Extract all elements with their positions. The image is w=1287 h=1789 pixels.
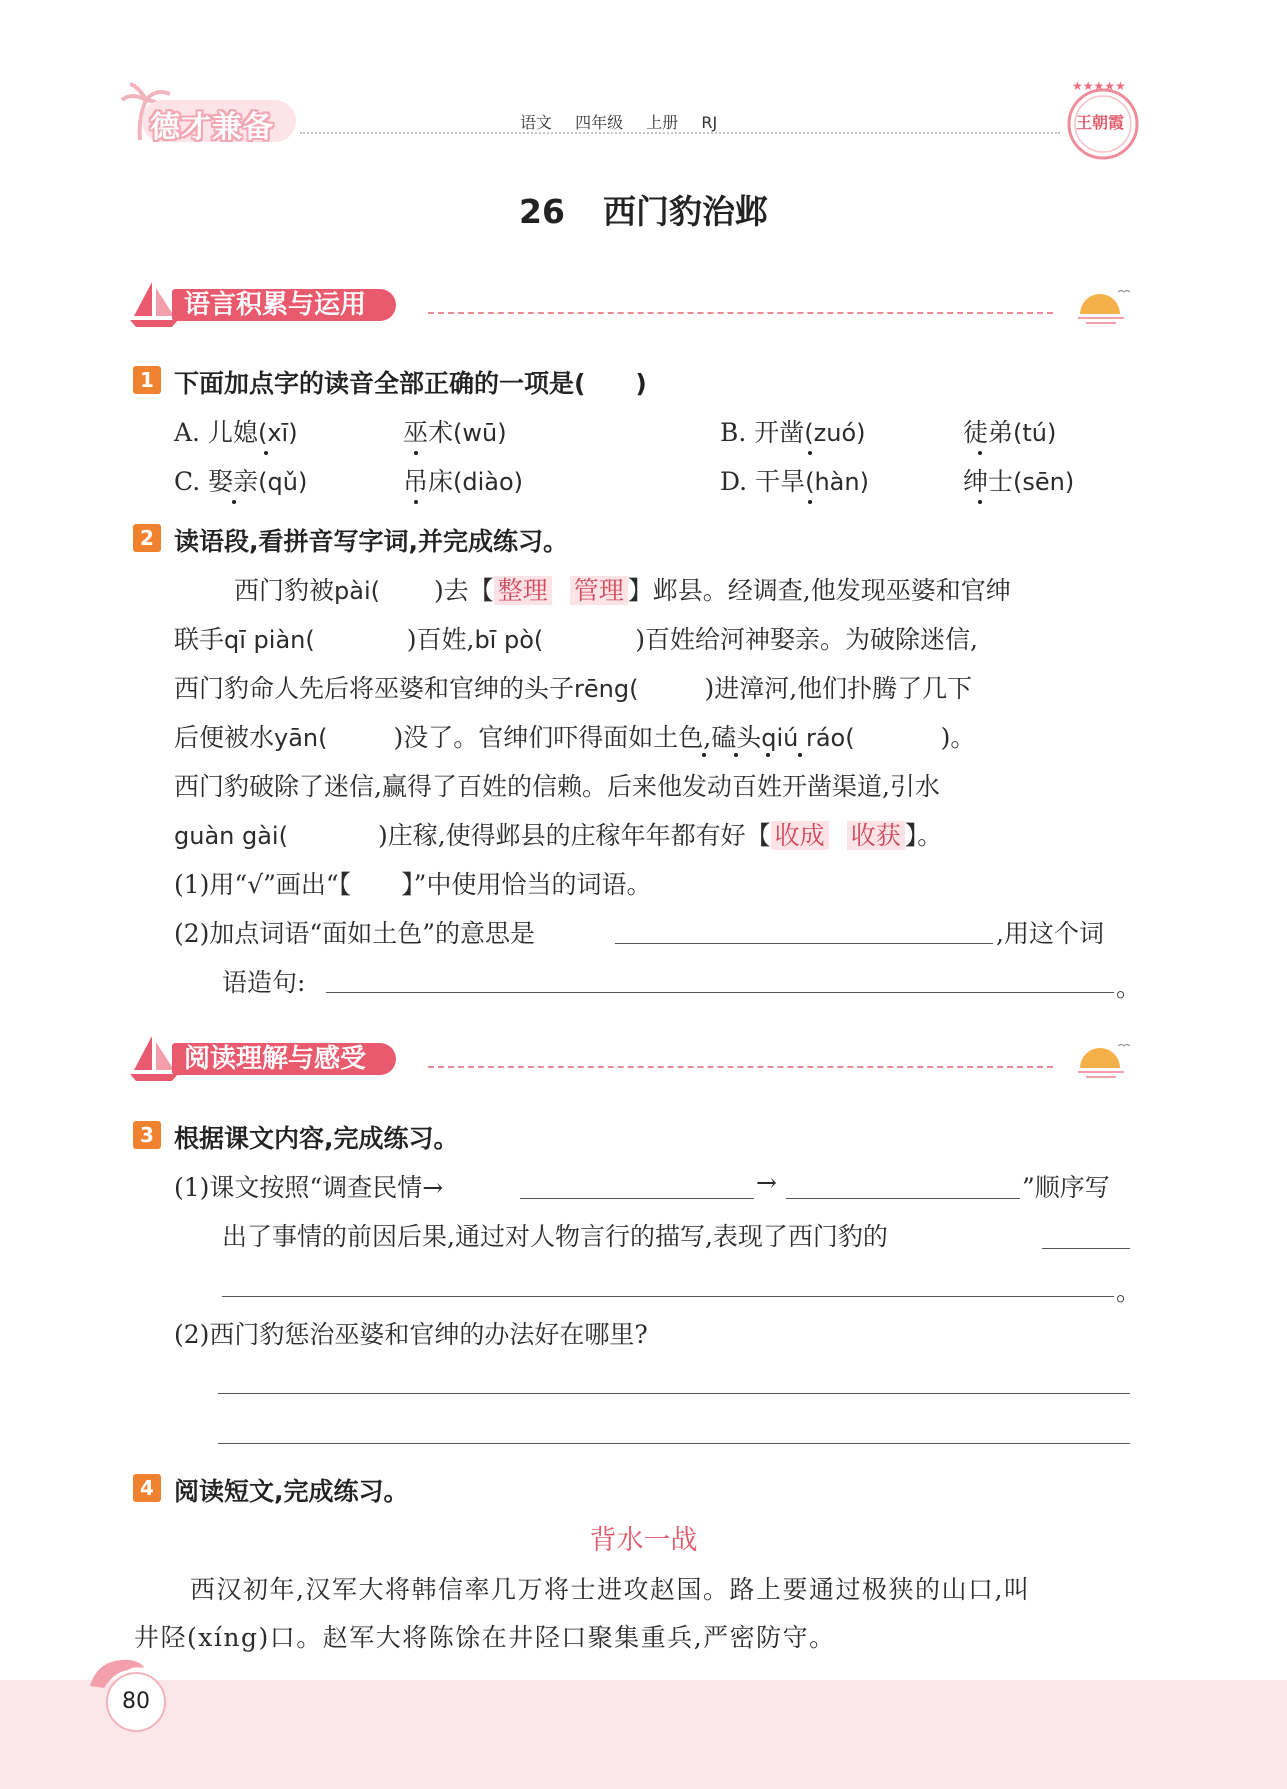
question-2-prompt: 读语段,看拼音写字词,并完成练习。 [174, 527, 568, 556]
emphasis-dot [264, 451, 268, 455]
option-word: 娶亲 [208, 467, 259, 496]
lesson-name: 西门豹治邺 [602, 192, 768, 231]
section-banner-language [130, 286, 1130, 328]
pinyin: rēng( [574, 675, 639, 703]
question-number-1: 1 [133, 366, 161, 394]
text: )进漳河,他们扑腾了几下 [704, 674, 973, 703]
emphasis-dot [978, 451, 982, 455]
text: 后便被水 [174, 723, 275, 752]
option-pinyin: (diào) [453, 468, 524, 496]
option-c-word2 [403, 462, 523, 498]
svg-text:★★★★★: ★★★★★ [1072, 79, 1126, 93]
text: 】。 [904, 821, 943, 850]
option-d [720, 462, 869, 498]
emphasis-dot [414, 451, 418, 455]
section-title-language: 语言积累与运用 [172, 289, 396, 321]
story-paragraph-line-1: 西汉初年,汉军大将韩信率几万将士进攻赵国。路上要通过极狭的山口,叫 [190, 1575, 1031, 1604]
passage-line-5: 西门豹破除了迷信,赢得了百姓的信赖。后来他发动百姓开凿渠道,引水 [174, 772, 940, 801]
text: )没了。官绅们吓得 [393, 723, 604, 752]
passage-line-2 [174, 620, 978, 656]
banner-dash [428, 312, 1053, 314]
grade-label: 四年级 [575, 113, 624, 132]
emphasis-dot [808, 500, 812, 504]
sub-question-3-2: (2)西门豹惩治巫婆和官绅的办法好在哪里? [174, 1320, 648, 1349]
seal-logo [1062, 78, 1144, 162]
period: 。 [1116, 973, 1142, 1002]
sub-question-2-tail: ,用这个词 [996, 919, 1104, 948]
section-title-reading: 阅读理解与感受 [172, 1043, 396, 1075]
text: 联手 [174, 625, 225, 654]
sunset-icon [1074, 286, 1132, 330]
sub-question-2: (2)加点词语“面如土色”的意思是 [174, 919, 535, 948]
subject-label: 语文 [520, 113, 553, 132]
answer-line[interactable] [326, 992, 1114, 993]
question-4-prompt: 阅读短文,完成练习。 [174, 1477, 409, 1506]
option-pinyin: (qǔ) [258, 468, 308, 496]
pinyin: bī pò( [474, 626, 544, 654]
option-word: 绅士 [963, 467, 1014, 496]
header-meta [520, 110, 735, 133]
option-word: 徒弟 [963, 418, 1014, 447]
brand-text: 德才兼备 [150, 110, 274, 145]
pinyin: qī piàn( [224, 626, 315, 654]
question-number-4: 4 [133, 1474, 161, 1502]
page-number: 80 [106, 1672, 166, 1732]
sub-question-2-sentence: 语造句: [222, 968, 306, 997]
text: 】邺县。经调查,他发现巫婆和官绅 [627, 576, 1011, 605]
option-letter: A. [174, 418, 201, 447]
volume-label: 上册 [646, 113, 679, 132]
option-b-word2 [963, 413, 1056, 449]
emphasis-dot [414, 500, 418, 504]
text: 西门豹被 [234, 576, 335, 605]
arrow: → [756, 1168, 777, 1197]
sub-question-3-1: (1)课文按照“调查民情→ [174, 1173, 444, 1202]
option-c [174, 462, 307, 498]
question-number-2: 2 [133, 524, 161, 552]
period: 。 [1116, 1277, 1142, 1306]
sub-question-1: (1)用“√”画出“【 】”中使用恰当的词语。 [174, 870, 652, 899]
option-d-word2 [963, 462, 1074, 498]
option-word: 干旱 [755, 467, 806, 496]
option-pinyin: (sēn) [1013, 468, 1075, 496]
answer-line[interactable] [615, 943, 993, 944]
sub-question-3-1-cont: 出了事情的前因后果,通过对人物言行的描写,表现了西门豹的 [222, 1222, 888, 1251]
text: )去【 [434, 576, 494, 605]
text: )。 [940, 723, 976, 752]
answer-line[interactable] [1042, 1248, 1130, 1249]
story-paragraph-line-2: 井陉(xíng)口。赵军大将陈馀在井陉口聚集重兵,严密防守。 [134, 1623, 836, 1652]
banner-dash [428, 1066, 1053, 1068]
passage-line-1 [234, 571, 1011, 607]
passage-line-6 [174, 816, 942, 852]
option-word: 儿媳 [207, 418, 258, 447]
emphasis-dot [734, 753, 738, 757]
option-pinyin: (zuó) [804, 419, 866, 447]
option-pinyin: (hàn) [805, 468, 869, 496]
emphasis-dot [808, 451, 812, 455]
lesson-title [0, 186, 1287, 233]
text: )庄稼,使得邺县的庄稼年年都有好【 [377, 821, 771, 850]
pinyin: pài( [334, 577, 380, 605]
passage-line-4 [174, 718, 975, 754]
section-banner-reading [130, 1040, 1130, 1082]
passage-line-3 [174, 669, 972, 705]
answer-line[interactable] [520, 1198, 754, 1199]
option-pinyin: (tú) [1013, 419, 1057, 447]
option-word: 开凿 [754, 418, 805, 447]
choice-word[interactable]: 收成 [771, 821, 829, 850]
option-letter: D. [720, 467, 748, 496]
option-b [720, 413, 866, 449]
text: )百姓, [406, 625, 475, 654]
answer-line[interactable] [218, 1393, 1130, 1394]
option-pinyin: (xī) [257, 419, 298, 447]
emphasis-dot [232, 500, 236, 504]
pinyin: guàn gài( [174, 822, 288, 850]
option-a [174, 413, 298, 449]
choice-word[interactable]: 收获 [847, 821, 905, 850]
choice-word[interactable]: 管理 [570, 576, 628, 605]
option-letter: C. [174, 467, 201, 496]
emphasis-dot [702, 753, 706, 757]
emphasis-dot [766, 753, 770, 757]
choice-word[interactable]: 整理 [494, 576, 552, 605]
pinyin: qiú ráo( [761, 724, 855, 752]
seal-text: 王朝霞 [1076, 113, 1125, 132]
answer-line[interactable] [222, 1296, 1114, 1297]
text: )百姓给河神娶亲。为破除迷信, [635, 625, 978, 654]
question-number-3: 3 [133, 1121, 161, 1149]
answer-line[interactable] [218, 1443, 1130, 1444]
lesson-number: 26 [519, 192, 565, 231]
sub-question-3-1-tail: ”顺序写 [1022, 1173, 1110, 1202]
answer-line[interactable] [786, 1198, 1020, 1199]
pinyin: yān( [274, 724, 328, 752]
edition-label: RJ [701, 113, 718, 132]
dotted-phrase: 面如土色 [603, 723, 704, 752]
brand-logo [118, 96, 296, 146]
text: ,磕头 [703, 723, 762, 752]
question-3-prompt: 根据课文内容,完成练习。 [174, 1124, 459, 1153]
footer-background [0, 1680, 1287, 1789]
option-letter: B. [720, 418, 747, 447]
option-pinyin: (wū) [453, 419, 507, 447]
option-word: 吊床 [403, 467, 454, 496]
option-a-word2 [403, 413, 507, 449]
story-title: 背水一战 [589, 1525, 698, 1556]
sunset-icon [1074, 1040, 1132, 1084]
text: 西门豹命人先后将巫婆和官绅的头子 [174, 674, 575, 703]
emphasis-dot [978, 500, 982, 504]
question-1-prompt: 下面加点字的读音全部正确的一项是( ) [174, 369, 647, 398]
option-word: 巫术 [403, 418, 454, 447]
emphasis-dot [798, 753, 802, 757]
